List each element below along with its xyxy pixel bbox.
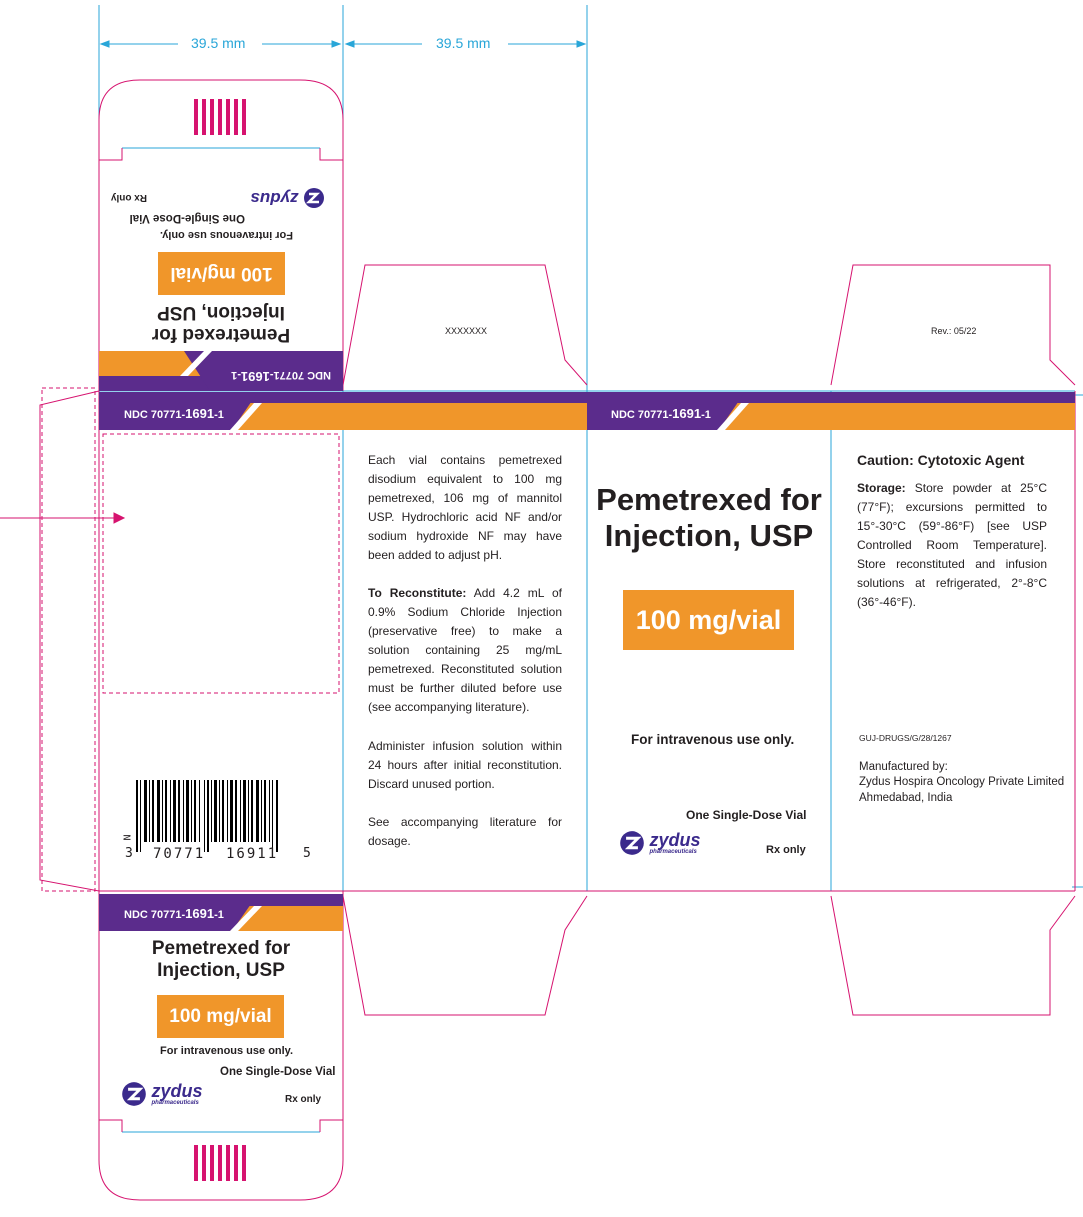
caution-heading: Caution: Cytotoxic Agent: [857, 452, 1025, 468]
front-zydus-logo: [619, 830, 700, 856]
composition-text: Each vial contains pemetrexed disodium equivalent to 100 mg pemetrexed, 106 mg of mannitol USP. Hydrochloric acid NF and/or sodium hydroxide NF may have been added to adjust pH.: [368, 453, 562, 562]
barcode-digits: 70771 16911: [153, 846, 279, 862]
dimension-label-right: 39.5 mm: [436, 35, 491, 51]
bottom-zydus-logo: [121, 1081, 202, 1107]
bottom-rx-only: Rx only: [285, 1094, 322, 1105]
ndc-label-glue-panel: NDC 70771-1691-1: [124, 406, 224, 421]
front-rx-only: Rx only: [766, 844, 806, 856]
manufacturer-city: Ahmedabad, India: [859, 792, 953, 804]
zydus-logo-icon: [619, 830, 645, 856]
brand-name: zydus: [151, 1081, 203, 1101]
ndc-label-front-panel: NDC 70771-1691-1: [611, 406, 711, 421]
zydus-logo-icon: [303, 187, 325, 209]
bottom-pack-text: One Single-Dose Vial: [220, 1066, 336, 1078]
flap-code: XXXXXXX: [445, 326, 488, 336]
front-product-name: Pemetrexed for Injection, USP: [596, 482, 822, 553]
top-tuck-panel: [99, 148, 343, 391]
brand-sub: pharmaceuticals: [151, 1100, 199, 1106]
route-text: For intravenous use only.: [159, 229, 293, 241]
bottom-ndc-label: NDC 70771-1691-1: [124, 906, 224, 921]
dimension-label-left: 39.5 mm: [191, 35, 246, 51]
pack-text: One Single-Dose Vial: [129, 212, 245, 224]
reconstitute-text: To Reconstitute: Add 4.2 mL of 0.9% Sodium Chloride Injection (preservative free) to make a solution containing 25 mg/mL pemetrexed. Reconstituted solution must be further diluted before use (see accompanying literature).: [368, 586, 562, 714]
dosage-text: See accompanying literature for dosage.: [368, 815, 562, 848]
ndc-label: NDC 70771-1691-1: [231, 369, 331, 384]
front-strength-badge: 100 mg/vial: [623, 590, 794, 650]
brand-name: zydus: [649, 830, 701, 850]
manufacturer-label: Manufactured by:: [859, 761, 948, 773]
manufacturer-name: Zydus Hospira Oncology Private Limited: [859, 776, 1065, 788]
zydus-logo: zydus: [250, 187, 325, 209]
bottom-route-text: For intravenous use only.: [160, 1045, 294, 1057]
revision-text: Rev.: 05/22: [931, 326, 977, 336]
zydus-logo-icon: [121, 1081, 147, 1107]
front-route-text: For intravenous use only.: [631, 732, 795, 747]
license-number: GUJ-DRUGS/G/28/1267: [859, 733, 952, 743]
barcode-side-digit: N: [122, 834, 134, 841]
barcode-check-digit: 5: [303, 846, 311, 861]
bottom-strength-badge: 100 mg/vial: [157, 995, 284, 1038]
product-name: Pemetrexed for Injection, USP: [151, 302, 291, 345]
front-pack-text: One Single-Dose Vial: [686, 808, 807, 822]
bottom-product-name: Pemetrexed for Injection, USP: [151, 938, 291, 981]
administer-text: Administer infusion solution within 24 hours after initial reconstitution. Discard unused portion.: [368, 739, 562, 791]
strength-badge: 100 mg/vial: [158, 252, 285, 295]
storage-text: Storage: Store powder at 25°C (77°F); excursions permitted to 15°-30°C (59°-86°F) [see USP Controlled Room Temperature]. Store reconstituted and infusion solutions at refrigerated, 2°-8°C (36°-46°F).: [857, 481, 1047, 609]
rx-only: Rx only: [110, 192, 147, 203]
brand-sub: pharmaceuticals: [649, 849, 697, 855]
barcode-lead-digit: 3: [125, 846, 133, 861]
